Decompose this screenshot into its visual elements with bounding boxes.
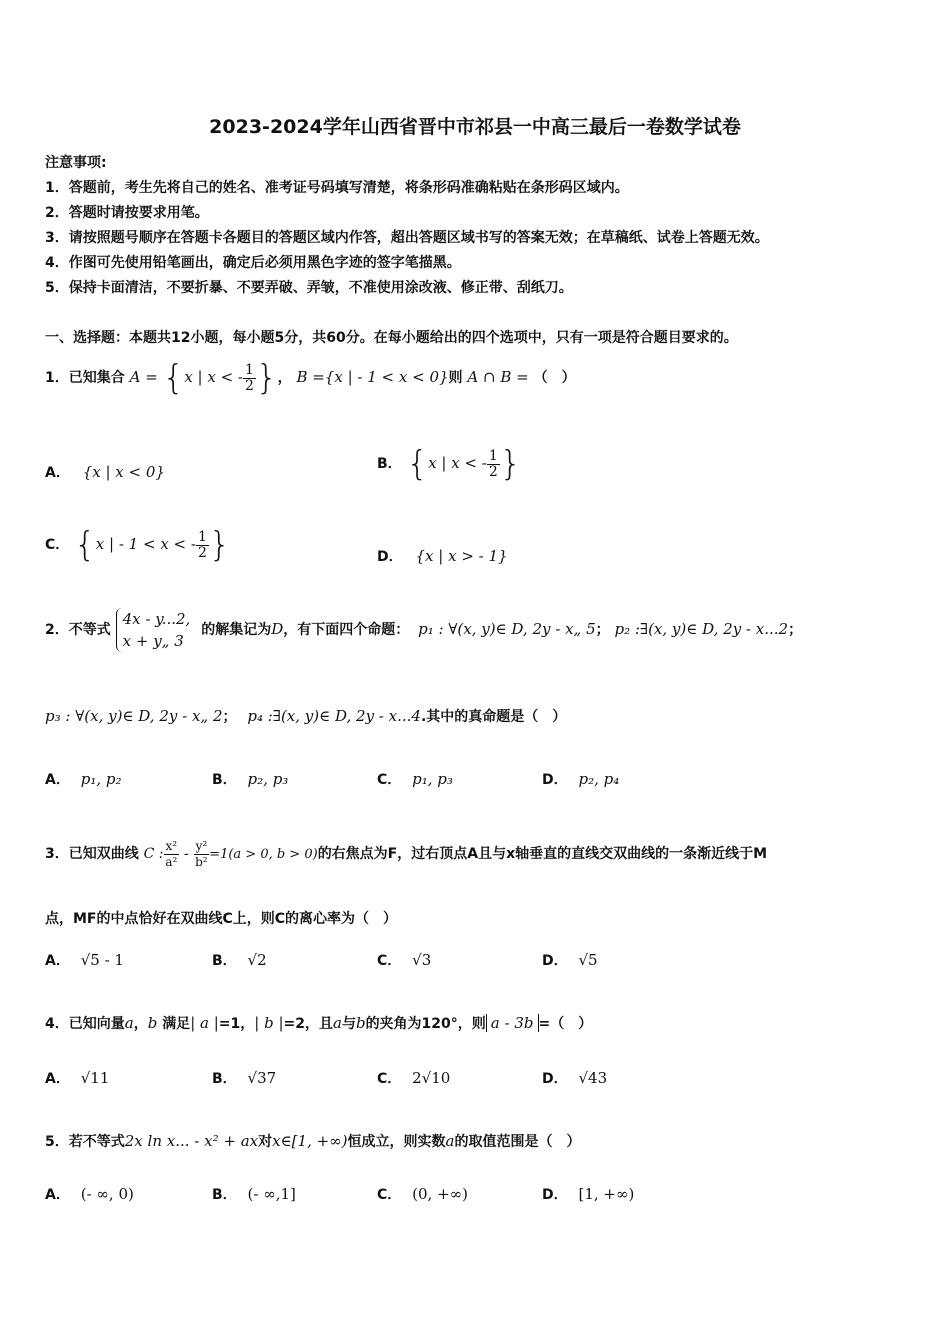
q3-option-d-label: D． <box>542 953 568 969</box>
q2-option-d[interactable] <box>542 769 619 789</box>
q1-option-b-den: 2 <box>488 463 498 480</box>
q4-eq2: =2，且 <box>283 1016 333 1032</box>
page-title: 2023-2024学年山西省晋中市祁县一中高三最后一卷数学试卷 <box>209 116 741 138</box>
q4-vector-b-2: b <box>355 1014 366 1032</box>
q1-option-a-label: A． <box>45 465 70 481</box>
q1-option-b-fraction <box>487 449 500 480</box>
q2-option-b[interactable] <box>212 769 288 789</box>
q3-line1-tail: 的右焦点为F，过右顶点A且与x轴垂直的直线交双曲线的一条渐近线于M <box>317 846 768 862</box>
q2-p4: p₄ :∃(x, y)∈ D, 2y - x...4 <box>247 707 421 725</box>
note-item-1: 1．答题前，考生先将自己的姓名、准考证号码填写清楚，将条形码准确粘贴在条形码区域内。 <box>45 180 629 196</box>
q1-set-a-inner: x | x < - <box>184 368 243 386</box>
q2-option-d-label: D． <box>542 772 568 788</box>
q3-condition: =1(a > 0, b > 0) <box>209 847 318 862</box>
q2-p3: p₃ : ∀(x, y)∈ D, 2y - x„ 2 <box>45 707 223 725</box>
q2-option-d-value: p₂, p₄ <box>578 770 620 788</box>
q4-option-a[interactable] <box>45 1068 109 1088</box>
q4-vector-b: b <box>147 1014 158 1032</box>
q5-option-a[interactable] <box>45 1184 134 1204</box>
q3-curve: C : <box>143 846 164 862</box>
q4-option-b[interactable] <box>212 1068 276 1088</box>
q4-option-a-label: A． <box>45 1071 70 1087</box>
q3-option-b[interactable] <box>212 950 267 970</box>
q3-b2: b² <box>195 854 208 869</box>
q4-option-d-value: √43 <box>578 1069 608 1087</box>
q2-tail: .其中的真命题是（ ） <box>420 709 567 725</box>
note-item-4: 4．作图可先使用铅笔画出，确定后必须用黑色字迹的签字笔描黑。 <box>45 255 461 271</box>
q4-option-c[interactable] <box>377 1068 450 1088</box>
q1-option-b-brace-left: { <box>406 444 429 484</box>
q1-frac-num: 1 <box>245 361 254 378</box>
q2-sys-line-2: x + y„ 3 <box>122 632 184 650</box>
q2-inequality-system <box>116 608 191 652</box>
q5-option-a-label: A． <box>45 1187 70 1203</box>
q1-then: 则 <box>448 370 463 386</box>
q2-sys-line-1: 4x - y...2, <box>122 610 191 628</box>
q1-option-c-value: x | - 1 < x < - <box>95 535 196 553</box>
q3-frac-x <box>164 839 180 870</box>
q4-option-c-label: C． <box>377 1071 402 1087</box>
q4-mid: 满足 <box>162 1016 191 1032</box>
q4-tail: =（ ） <box>538 1016 593 1032</box>
q1-paren: （ ） <box>533 370 576 386</box>
q4-option-b-value: √37 <box>247 1069 277 1087</box>
q3-option-a[interactable] <box>45 950 124 970</box>
section-heading: 一、选择题：本题共12小题，每小题5分，共60分。在每小题给出的四个选项中，只有一项是符合题目要求的。 <box>45 330 738 346</box>
q4-prefix: 4．已知向量 <box>45 1016 125 1032</box>
q3-option-b-value: √2 <box>247 951 267 969</box>
q5-option-c-label: C． <box>377 1187 402 1203</box>
q1-option-d[interactable] <box>377 546 508 566</box>
q1-option-c-label: C． <box>45 537 70 553</box>
q1-option-c-fraction <box>196 530 209 561</box>
q3-minus: - <box>183 846 189 862</box>
q4-with: 与 <box>341 1016 356 1032</box>
q3-option-d[interactable] <box>542 950 598 970</box>
q1-option-b[interactable] <box>377 440 521 486</box>
q2-option-b-label: B． <box>212 772 237 788</box>
q2-prefix: 2．不等式 <box>45 622 111 638</box>
q5-prefix: 5．若不等式 <box>45 1134 125 1150</box>
q1-option-d-label: D． <box>377 549 403 565</box>
q3-a2: a² <box>165 854 178 869</box>
question-4 <box>45 1006 592 1040</box>
q1-option-c-brace-right: } <box>208 525 231 565</box>
q2-option-c-label: C． <box>377 772 402 788</box>
q5-domain: x∈[1, +∞) <box>272 1132 348 1150</box>
q5-option-d-label: D． <box>542 1187 568 1203</box>
q2-option-a-value: p₁, p₂ <box>80 770 122 788</box>
q4-angle: 的夹角为120°，则 <box>365 1016 486 1032</box>
q1-prefix: 1．已知集合 <box>45 370 125 386</box>
q3-option-a-value: √5 - 1 <box>80 951 124 969</box>
question-3 <box>45 824 767 884</box>
q5-option-c[interactable] <box>377 1184 468 1204</box>
q1-set-b: B ={x | - 1 < x < 0} <box>296 368 449 386</box>
q2-set-d: D <box>271 620 284 638</box>
q5-tail: 的取值范围是（ ） <box>454 1134 581 1150</box>
q5-option-b-value: (- ∞,1] <box>247 1185 296 1203</box>
q4-expr: a - 3b <box>486 1014 539 1032</box>
q4-option-d-label: D． <box>542 1071 568 1087</box>
question-3-line-2: 点，MF的中点恰好在双曲线C上，则C的离心率为（ ） <box>45 911 398 927</box>
q5-option-d[interactable] <box>542 1184 634 1204</box>
q3-option-c-label: C． <box>377 953 402 969</box>
q4-option-d[interactable] <box>542 1068 607 1088</box>
q1-expr: A ∩ B = <box>467 368 529 386</box>
q3-frac-y <box>194 839 210 870</box>
q1-set-a-left: A = <box>129 368 158 386</box>
q1-option-a-value: {x | x < 0} <box>82 463 165 481</box>
q5-inequality: 2x ln x... - x² + ax <box>124 1132 259 1150</box>
q1-brace-left: { <box>162 358 185 398</box>
q2-option-c[interactable] <box>377 769 453 789</box>
question-1 <box>45 354 576 400</box>
q1-option-a[interactable] <box>45 462 165 482</box>
q1-option-b-label: B． <box>377 456 402 472</box>
q1-fraction <box>243 363 256 394</box>
q3-y2: y² <box>195 838 208 853</box>
note-item-2: 2．答题时请按要求用笔。 <box>45 205 209 221</box>
q1-option-c-den: 2 <box>197 544 207 561</box>
q2-p2: p₂ :∃(x, y)∈ D, 2y - x...2 <box>614 620 789 638</box>
q2-option-a-label: A． <box>45 772 70 788</box>
q4-vector-a-2: a <box>333 1014 342 1032</box>
q5-option-b[interactable] <box>212 1184 296 1204</box>
q2-sep3: ； <box>222 709 237 725</box>
q1-option-c-brace-left: { <box>74 525 96 565</box>
q3-option-a-label: A． <box>45 953 70 969</box>
notes-heading: 注意事项: <box>45 155 107 171</box>
q5-option-b-label: B． <box>212 1187 237 1203</box>
q1-frac-den: 2 <box>245 377 254 394</box>
q2-option-a[interactable] <box>45 769 122 789</box>
q5-param: a <box>445 1132 455 1150</box>
q2-sep1: ； <box>595 622 610 638</box>
question-5 <box>45 1126 580 1156</box>
q3-option-c-value: √3 <box>412 951 432 969</box>
q1-option-c-num: 1 <box>197 528 207 545</box>
q1-brace-right: } <box>255 358 278 398</box>
q4-vector-a: a <box>124 1014 134 1032</box>
q5-option-d-value: [1, +∞) <box>578 1185 635 1203</box>
q4-option-c-value: 2√10 <box>412 1069 451 1087</box>
note-item-5: 5．保持卡面清洁，不要折暴、不要弄破、弄皱，不准使用涂改液、修正带、刮纸刀。 <box>45 280 573 296</box>
q1-option-b-num: 1 <box>488 447 498 464</box>
q5-option-c-value: (0, +∞) <box>412 1185 469 1203</box>
q5-mid: 恒成立，则实数 <box>347 1134 446 1150</box>
q2-mid: 的解集记为 <box>201 622 272 638</box>
q1-option-b-brace-right: } <box>499 444 522 484</box>
q5-option-a-value: (- ∞, 0) <box>80 1185 134 1203</box>
q4-abs-b: | b | <box>254 1014 284 1032</box>
q1-option-b-value: x | x < - <box>428 454 487 472</box>
q2-option-c-value: p₁, p₃ <box>412 770 453 788</box>
q4-option-a-value: √11 <box>80 1069 110 1087</box>
q4-comma: ， <box>133 1016 148 1032</box>
q4-abs-a: | a | <box>190 1014 219 1032</box>
q2-option-b-value: p₂, p₃ <box>247 770 289 788</box>
note-item-3: 3．请按照题号顺序在答题卡各题目的答题区域内作答，超出答题区域书写的答案无效；在草稿纸、试卷上答题无效。 <box>45 230 769 246</box>
q3-option-b-label: B． <box>212 953 237 969</box>
q5-for: 对 <box>258 1134 273 1150</box>
q1-option-d-value: {x | x > - 1} <box>415 547 508 565</box>
q2-sep2: ； <box>788 622 803 638</box>
q3-option-d-value: √5 <box>578 951 598 969</box>
q1-comma: ， <box>277 370 292 386</box>
q4-eq1: =1， <box>218 1016 255 1032</box>
q3-x2: x² <box>165 838 178 853</box>
q3-prefix: 3．已知双曲线 <box>45 846 139 862</box>
q3-option-c[interactable] <box>377 950 431 970</box>
question-2 <box>45 604 802 654</box>
q1-option-c[interactable] <box>45 521 231 567</box>
q4-option-b-label: B． <box>212 1071 237 1087</box>
question-2-line-2 <box>45 706 566 726</box>
q2-p1: p₁ : ∀(x, y)∈ D, 2y - x„ 5 <box>418 620 596 638</box>
q2-mid2: ，有下面四个命题： <box>283 622 410 638</box>
